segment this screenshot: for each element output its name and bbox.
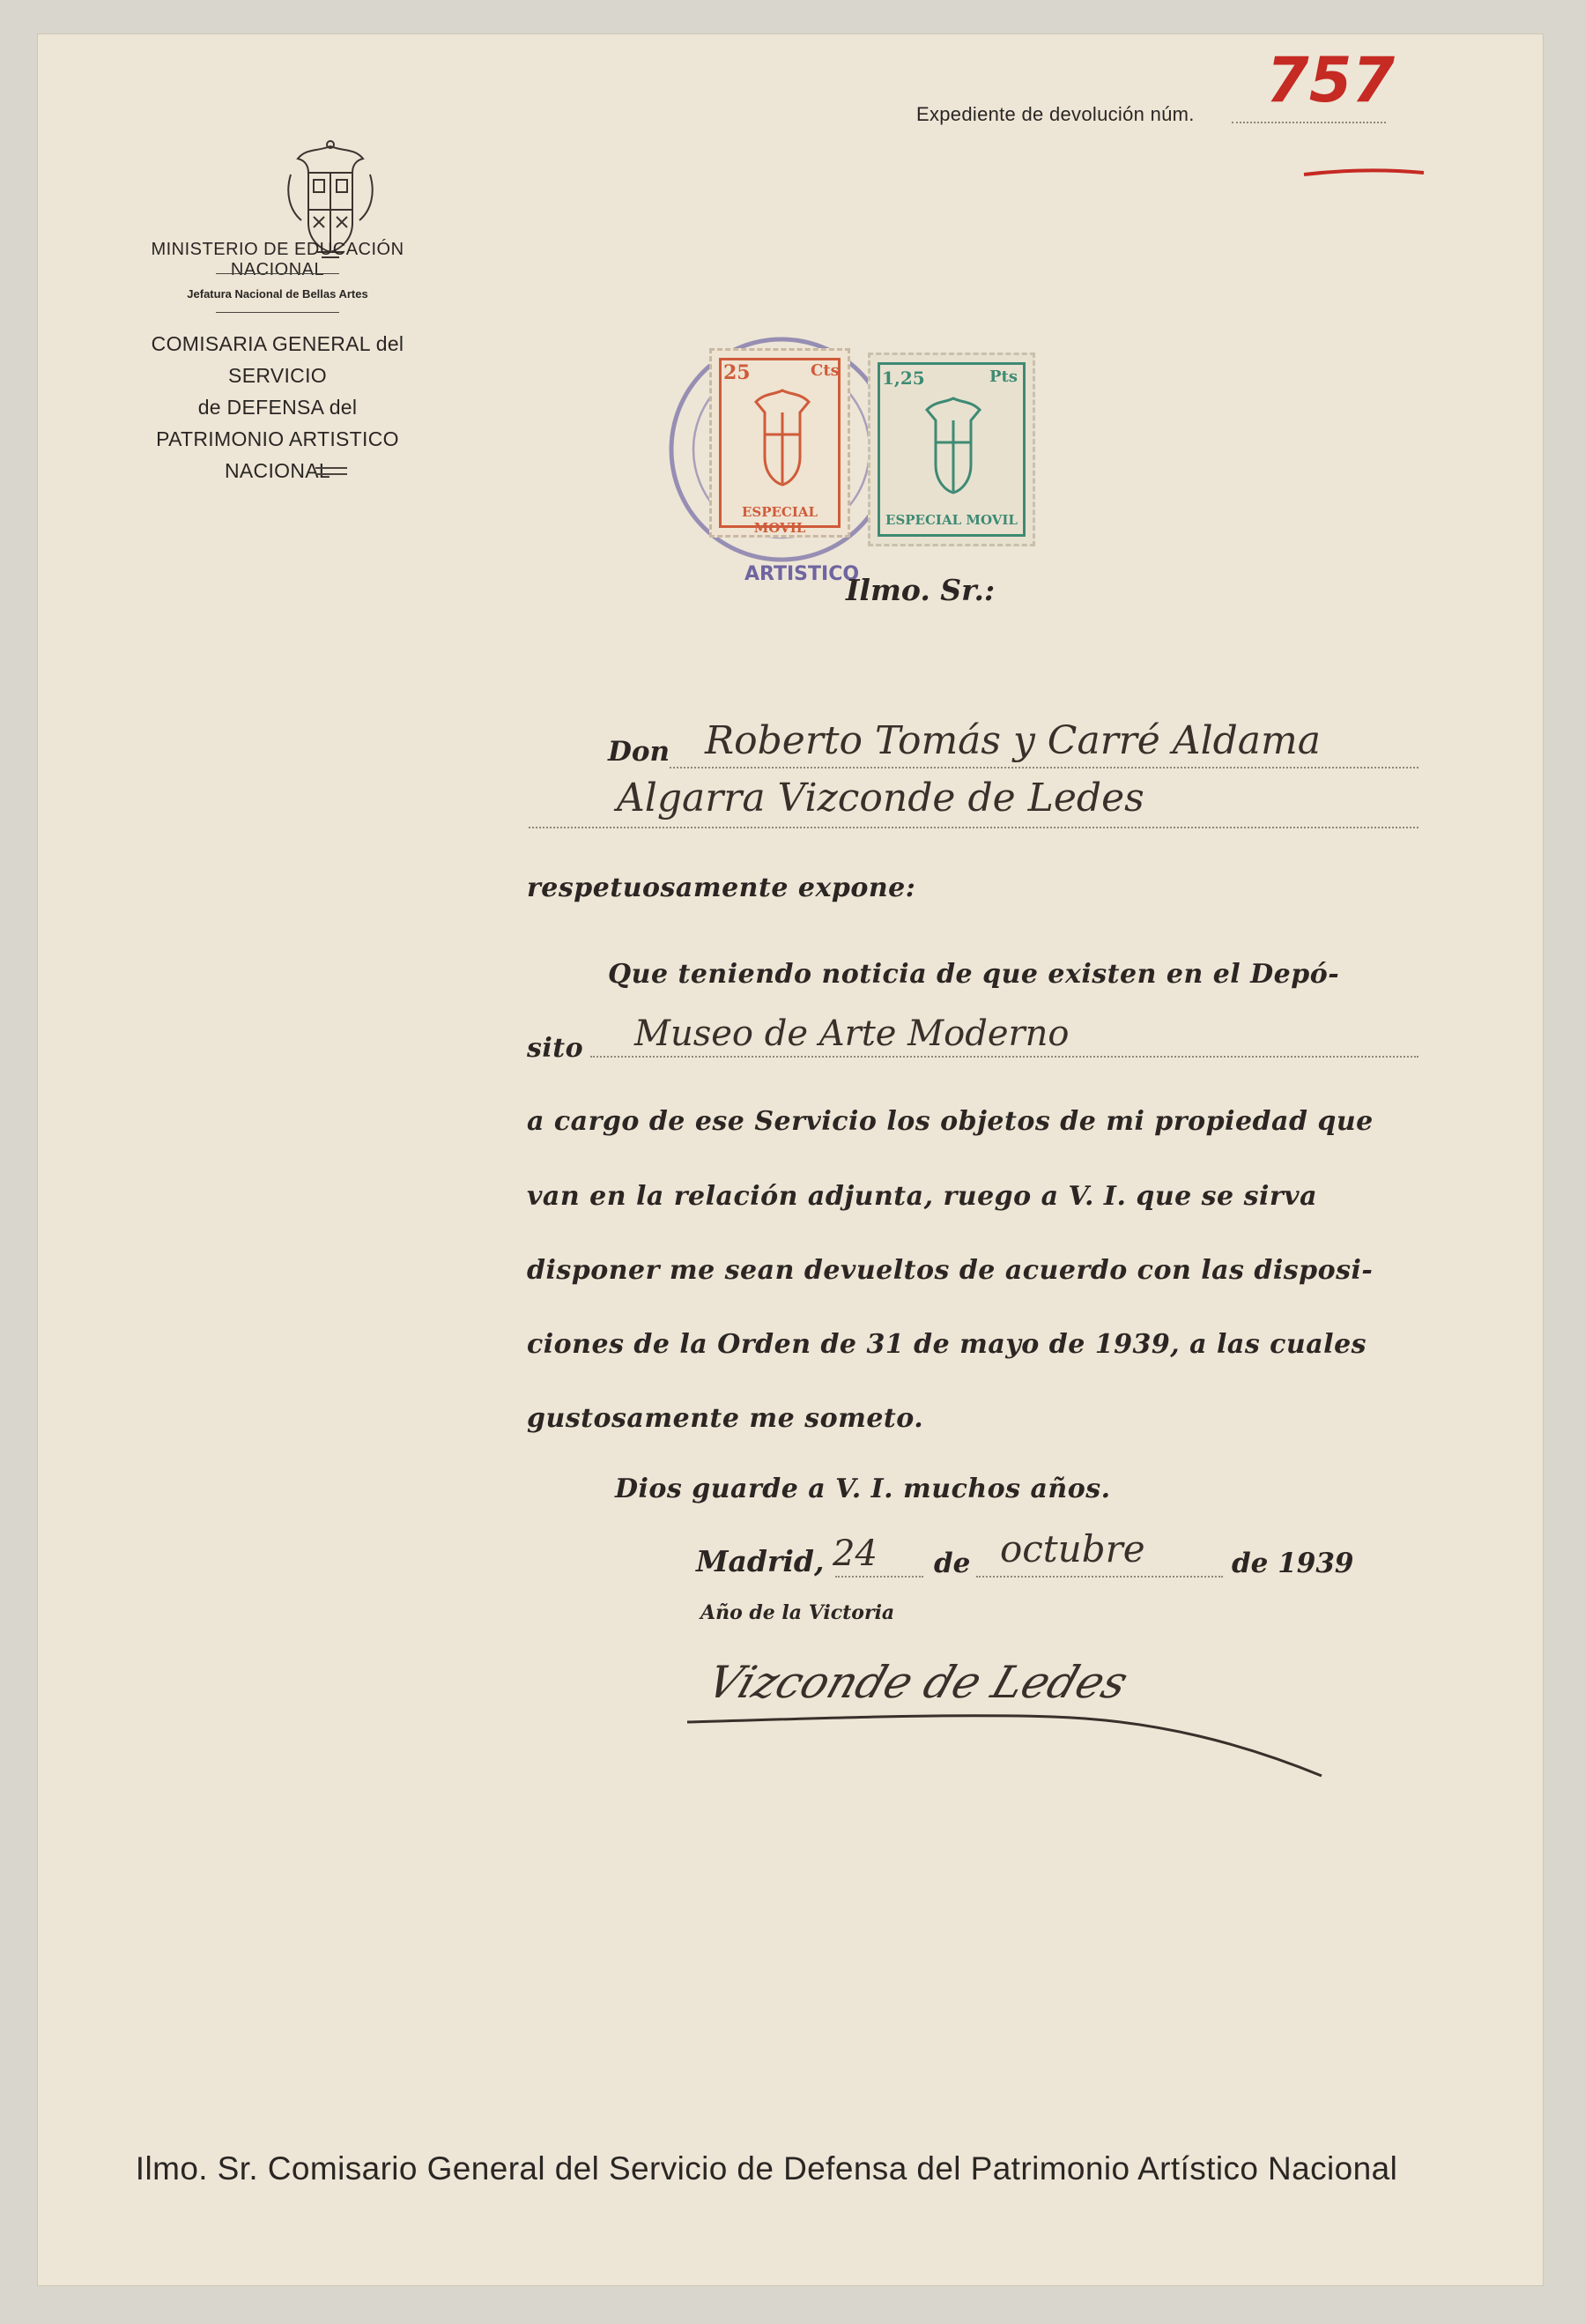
fiscal-stamp-125 bbox=[868, 353, 1035, 546]
year-text: de 1939 bbox=[1232, 1548, 1354, 1579]
stamp-unit: Cts bbox=[811, 361, 840, 380]
handwritten-month: octubre bbox=[1000, 1527, 1145, 1570]
month-dotted-line bbox=[976, 1576, 1223, 1578]
seal-text: ARTISTICO bbox=[744, 563, 860, 582]
stamp-label: ESPECIAL MOVIL bbox=[741, 504, 818, 536]
salutation: Ilmo. Sr.: bbox=[846, 573, 996, 607]
ministry-name: MINISTERIO DE EDUCACIÓN NACIONAL bbox=[151, 240, 404, 279]
comisaria-block bbox=[101, 328, 454, 486]
body-line-3: van en la relación adjunta, ruego a V. I. que se sirva bbox=[527, 1181, 1318, 1212]
footer-addressee: Ilmo. Sr. Comisario General del Servicio de Defensa del Patrimonio Artístico Nacional bbox=[135, 2150, 1398, 2187]
stamp-value: 25 bbox=[723, 361, 751, 384]
handwritten-name-line-1: Roberto Tomás y Carré Aldama bbox=[705, 718, 1321, 763]
body-line-5: ciones de la Orden de 31 de mayo de 1939, a las cuales bbox=[527, 1329, 1367, 1360]
sito-label: sito bbox=[527, 1033, 584, 1064]
fiscal-stamp-25 bbox=[709, 348, 850, 538]
handwritten-name-line-2: Algarra Vizconde de Ledes bbox=[617, 776, 1144, 820]
body-line-2: a cargo de ese Servicio los objetos de mi propiedad que bbox=[527, 1106, 1374, 1137]
expediente-underline-icon bbox=[1302, 166, 1426, 180]
name-line-1-dotted bbox=[670, 767, 1418, 768]
handwritten-signature: Vizconde de Ledes bbox=[700, 1657, 1135, 1708]
eagle-icon bbox=[747, 386, 818, 492]
jefatura-name: Jefatura Nacional de Bellas Artes bbox=[187, 287, 368, 301]
letterhead-divider bbox=[216, 273, 339, 274]
expediente-number: 757 bbox=[1266, 44, 1396, 116]
comisaria-line-2: de DEFENSA del bbox=[197, 396, 358, 419]
don-label: Don bbox=[608, 736, 670, 768]
eagle-icon bbox=[916, 394, 990, 500]
body-line-4: disponer me sean devueltos de acuerdo con las disposi- bbox=[527, 1255, 1374, 1286]
letterhead-double-rule bbox=[315, 467, 347, 469]
expone-text: respetuosamente expone: bbox=[527, 872, 916, 903]
name-line-2-dotted bbox=[529, 827, 1418, 828]
body-line-1: Que teniendo noticia de que existen en el Depó- bbox=[608, 959, 1340, 990]
deposito-dotted-line bbox=[590, 1056, 1418, 1058]
handwritten-deposito: Museo de Arte Moderno bbox=[634, 1014, 1070, 1054]
de-text: de bbox=[934, 1548, 971, 1579]
year-label: Año de la Victoria bbox=[700, 1601, 895, 1624]
expediente-label: Expediente de devolución núm. bbox=[916, 103, 1195, 125]
handwritten-day: 24 bbox=[833, 1533, 878, 1574]
place-text: Madrid, bbox=[696, 1544, 825, 1578]
letterhead-double-rule bbox=[315, 473, 347, 475]
comisaria-line-3: PATRIMONIO ARTISTICO NACIONAL bbox=[156, 427, 399, 482]
stamp-label: ESPECIAL MOVIL bbox=[885, 512, 1018, 528]
body-line-6: gustosamente me someto. bbox=[527, 1403, 924, 1434]
expediente-dotted-line bbox=[1232, 122, 1386, 123]
day-dotted-line bbox=[835, 1576, 923, 1578]
signature-flourish-icon bbox=[683, 1701, 1335, 1780]
closing-text: Dios guarde a V. I. muchos años. bbox=[615, 1474, 1111, 1504]
comisaria-line-1: COMISARIA GENERAL del SERVICIO bbox=[151, 332, 404, 387]
stamp-unit: Pts bbox=[989, 368, 1018, 386]
stamp-value: 1,25 bbox=[882, 368, 925, 389]
letterhead-divider bbox=[216, 312, 339, 313]
